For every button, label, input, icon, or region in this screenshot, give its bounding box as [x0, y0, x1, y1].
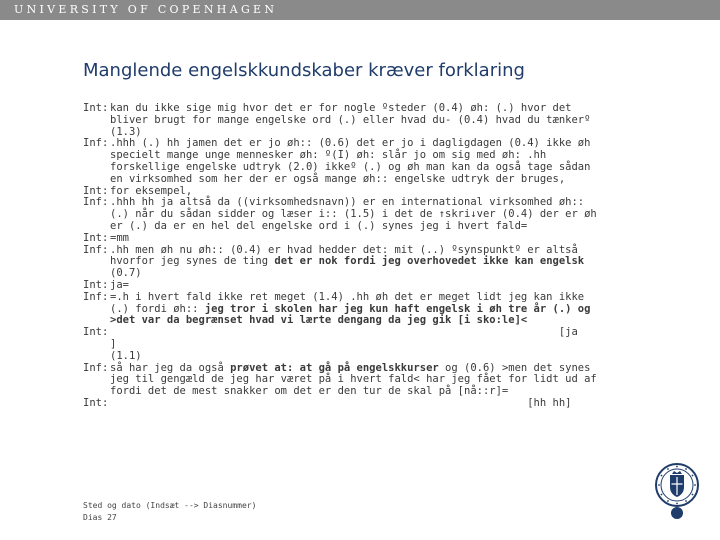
transcript-line — [83, 245, 603, 280]
speaker-label: Inf: — [83, 243, 109, 256]
speaker-label: Inf: — [83, 361, 109, 374]
slide-title: Manglende engelskkundskaber kræver forklaring — [83, 60, 525, 81]
emphasized-segment: prøvet at: at gå på engelskkurser — [230, 361, 439, 374]
transcript-line — [83, 197, 603, 232]
emphasized-segment: jeg tror i skolen har jeg kun haft engelsk i øh tre år (.) og >det var da begrænset hvad vi lærte dengang da jeg gik [i sko:le]< — [110, 302, 597, 327]
speaker-label: Int: — [83, 278, 109, 291]
footer-slide-number: Dias 27 — [83, 513, 117, 522]
transcript-line — [83, 292, 603, 327]
speaker-label: Int: — [83, 231, 109, 244]
utterance-segment: [hh hh] — [110, 396, 572, 409]
transcript-line — [83, 138, 603, 185]
university-name: UNIVERSITY OF COPENHAGEN — [14, 3, 278, 16]
transcript-line — [83, 398, 603, 410]
utterance — [110, 363, 603, 398]
emphasized-segment: det er nok fordi jeg overhovedet ikke kan engelsk — [274, 255, 585, 268]
utterance-segment: .hh men øh nu øh:: (0.4) er hvad hedder det: mit (..) ºsynspunktº er altså hvorfor jeg synes de ting — [110, 243, 585, 268]
speaker-label: Inf: — [83, 137, 109, 150]
utterance-segment: .hhh (.) hh jamen det er jo øh:: (0.6) det er jo i dagligdagen (0.4) ikke øh specielt mange unge mennesker øh: º(I) øh: slår jo om sig med øh: .hh forskellige engelske udtryk (2.0) ikkeº (.) og øh man kan da også tage sådan en virksomhed som her der er også mange øh:: engelske udtryk der bruges, — [110, 137, 597, 185]
utterance-segment: for eksempel, — [110, 184, 193, 197]
utterance — [110, 327, 603, 362]
utterance-segment: (0.7) — [110, 255, 591, 280]
speaker-label: Int: — [83, 184, 109, 197]
header-bar — [0, 0, 720, 20]
transcript-line — [83, 327, 603, 362]
speaker-label: Int: — [83, 396, 109, 409]
footer-place-date: Sted og dato (Indsæt --> Diasnummer) — [83, 501, 257, 510]
utterance — [110, 292, 603, 327]
transcript-line — [83, 363, 603, 398]
utterance-segment: =.h i hvert fald ikke ret meget (1.4) .hh øh det er meget lidt jeg kan ikke (.) fordi øh:: — [110, 290, 591, 315]
utterance — [110, 398, 603, 410]
speaker-label: Inf: — [83, 196, 109, 209]
university-seal-icon — [654, 462, 700, 520]
utterance — [110, 138, 603, 185]
utterance-segment: kan du ikke sige mig hvor det er for nogle ºsteder (0.4) øh: (.) hvor det bliver brugt for mange engelske ord (.) eller hvad du- (0.4) hvad du tænkerº (1.3) — [110, 102, 597, 138]
speaker-label: Inf: — [83, 290, 109, 303]
speaker-label: Int: — [83, 102, 109, 114]
utterance — [110, 245, 603, 280]
utterance-segment: [ja ] (1.1) — [110, 326, 578, 362]
slide-footer — [83, 500, 256, 524]
utterance — [110, 103, 603, 138]
transcript-line — [83, 103, 603, 138]
utterance-segment: ja= — [110, 278, 129, 291]
utterance-segment: og (0.6) >men det synes jeg til gengæld de jeg har været på i hvert fald< har jeg fået for lidt ud af fordi det de mest snakker om det er den tur de skal på [nå::r]= — [110, 361, 604, 398]
utterance-segment: så har jeg da også — [110, 361, 231, 374]
transcript — [83, 103, 603, 410]
utterance — [110, 197, 603, 232]
utterance-segment: .hhh hh ja altså da ((virksomhedsnavn)) er en international virksomhed øh:: (.) når du sådan sidder og læser i:: (1.5) i det de ↑skri↓ver (0.4) der er øh er (.) da er en hel del engelske ord i (.) synes jeg i hvert fald= — [110, 196, 604, 232]
speaker-label: Int: — [83, 326, 109, 339]
utterance-segment: =mm — [110, 231, 129, 244]
